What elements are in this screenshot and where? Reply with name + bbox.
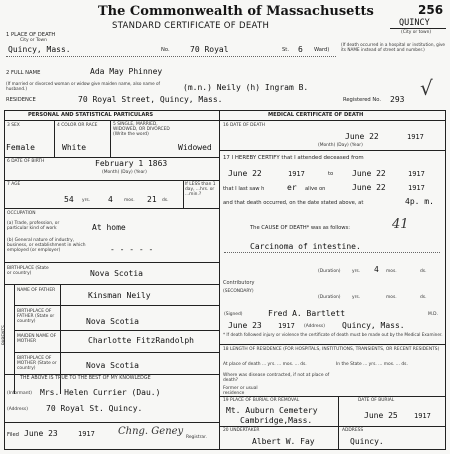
- full-name-value: Ada May Phinney: [90, 67, 163, 76]
- commonwealth-title: The Commonwealth of Massachusetts: [98, 4, 374, 19]
- marital-value: Widowed: [178, 143, 212, 152]
- age-days: 21: [147, 195, 157, 204]
- duration-yrs-2: yrs.: [352, 295, 361, 300]
- city-name: QUINCY: [399, 18, 430, 28]
- in-state-label: In the State ... yrs. ... mos. ... ds.: [336, 362, 408, 367]
- occupation-label: OCCUPATION: [7, 211, 36, 216]
- registered-number: 293: [390, 95, 405, 104]
- medical-footnote: * If death followed injury or violence the certificate of death must be made out by the Medical Examiner.: [223, 332, 443, 337]
- attended-to: June 22: [352, 169, 386, 178]
- birthplace-label: BIRTHPLACE (State or country): [7, 266, 49, 276]
- burial-date: June 25: [364, 411, 398, 420]
- registered-label: Registered No.: [343, 97, 381, 103]
- md-label: M.D.: [428, 312, 438, 317]
- place-of-death-city: Quincy, Mass.: [8, 45, 71, 54]
- no-label: No.: [161, 47, 170, 53]
- mother-birthplace-value: Nova Scotia: [86, 361, 139, 370]
- mother-birthplace-label: BIRTHPLACE OF MOTHER (State or country): [17, 356, 57, 371]
- cause-label: The CAUSE OF DEATH* was as follows:: [250, 225, 350, 231]
- duration-value: 4: [374, 265, 379, 274]
- less-than-note: If LESS than 1 day, ...hrs. or ...min.?: [185, 182, 216, 197]
- sign-address-label: (Address): [304, 324, 325, 329]
- place-of-death-label: 1 PLACE OF DEATH: [6, 32, 56, 38]
- dob-units: (Month) (Day) (Year): [102, 170, 147, 175]
- medical-section-title: MEDICAL CERTIFICATE OF DEATH: [268, 112, 364, 118]
- death-time: 4p. m.: [405, 197, 434, 206]
- attended-from: June 22: [228, 169, 262, 178]
- page-number: 256: [418, 3, 444, 17]
- age-months: 4: [108, 195, 113, 204]
- burial-place-line1: Mt. Auburn Cemetery: [226, 406, 318, 415]
- residence-label: RESIDENCE: [6, 97, 36, 103]
- father-value: Kinsman Neily: [88, 291, 151, 300]
- color-label: 4 COLOR OR RACE: [57, 123, 98, 128]
- last-saw-year: 1917: [408, 184, 425, 192]
- date-of-death-units: (Month) (Day) (Year): [318, 143, 363, 148]
- check-mark: √: [420, 76, 433, 100]
- form-title: STANDARD CERTIFICATE OF DEATH: [112, 21, 270, 31]
- age-ds-label: ds.: [162, 198, 169, 203]
- age-mos-label: mos.: [124, 198, 135, 203]
- occupation-b-label: (b) General nature of industry, business, or establishment in which employed (or employer): [7, 238, 86, 253]
- burial-year: 1917: [414, 412, 431, 420]
- last-saw-text: that I last saw h: [223, 186, 265, 192]
- father-birthplace-label: BIRTHPLACE OF FATHER (State or country): [17, 309, 55, 324]
- registrar-signature: Chng. Geney: [118, 426, 184, 437]
- filed-label: Filed: [7, 432, 19, 438]
- duration-mos-2: mos.: [386, 295, 397, 300]
- hospital-note: (If death occurred in a hospital or institution, give its NAME instead of street and number.): [341, 42, 446, 52]
- duration-ds-1: ds.: [420, 269, 427, 274]
- sex-value: Female: [6, 143, 35, 152]
- residence-value: 70 Royal Street, Quincy, Mass.: [78, 95, 223, 104]
- filed-date: June 23: [24, 429, 58, 438]
- dob-label: 6 DATE OF BIRTH: [7, 159, 45, 164]
- certify-text: 17 I HEREBY CERTIFY that I attended deceased from: [223, 155, 364, 161]
- secondary-label: (SECONDARY): [223, 289, 254, 294]
- undertaker-address: Quincy.: [350, 437, 384, 446]
- duration-mos: mos.: [386, 269, 397, 274]
- contributory-label: Contributory: [223, 280, 255, 286]
- maiden-husband-value: (m.n.) Neily (h) Ingram B.: [183, 83, 309, 92]
- cause-number: 41: [392, 217, 409, 232]
- duration-label-1: (Duration): [318, 269, 341, 274]
- street-label: St.: [282, 47, 289, 53]
- marital-label: 5 SINGLE, MARRIED, WIDOWED, OR DIVORCED (Write the word): [113, 122, 170, 137]
- father-birthplace-value: Nova Scotia: [86, 317, 139, 326]
- informant-title: THE ABOVE IS TRUE TO THE BEST OF MY KNOWLEDGE: [20, 376, 151, 381]
- maiden-note: (If married or divorced woman or widow give maiden name, also name of husband.): [6, 81, 161, 91]
- last-saw-her: er: [287, 183, 297, 192]
- contracted-label: Where was disease contracted, if not at place of death?: [223, 373, 330, 383]
- birthplace-value: Nova Scotia: [90, 269, 143, 278]
- informant-address-label: (Address): [7, 407, 28, 412]
- former-residence-label: Former or usual residence: [223, 386, 258, 396]
- physician-name: Fred A. Bartlett: [268, 309, 346, 318]
- attended-from-year: 1917: [288, 170, 305, 178]
- city-or-town-sublabel: City or Town: [20, 38, 47, 43]
- ward-label: Ward): [314, 47, 330, 53]
- burial-date-label: DATE OF BURIAL: [358, 398, 395, 403]
- last-saw-date: June 22: [352, 183, 386, 192]
- alive-text: alive on: [305, 186, 326, 192]
- date-of-death-year: 1917: [407, 133, 424, 141]
- undertaker-address-label: ADDRESS: [342, 428, 364, 433]
- undertaker-label: 20 UNDERTAKER: [223, 428, 260, 433]
- at-place-label: At place of death ... yrs. ... mos. ... ds.: [223, 362, 307, 367]
- age-years: 54: [64, 195, 74, 204]
- informant-address: 70 Royal St. Quincy.: [46, 404, 143, 413]
- personal-section-title: PERSONAL AND STATISTICAL PARTICULARS: [28, 112, 154, 118]
- mother-value: Charlotte FitzRandolph: [88, 336, 194, 345]
- age-label: 7 AGE: [7, 182, 21, 187]
- length-residence-label: 18 LENGTH OF RESIDENCE (FOR HOSPITALS, INSTITUTIONS, TRANSIENTS, OR RECENT RESIDENTS): [223, 347, 440, 352]
- mother-label: MAIDEN NAME OF MOTHER: [17, 334, 57, 344]
- street-number: 70 Royal: [190, 45, 229, 54]
- registrar-label: Registrar.: [186, 435, 207, 440]
- duration-ds-2: ds.: [420, 295, 427, 300]
- sign-date: June 23: [228, 321, 262, 330]
- father-label: NAME OF FATHER: [17, 288, 56, 293]
- age-yrs-label: yrs.: [82, 198, 91, 203]
- dob-value: February 1 1863: [95, 159, 168, 168]
- informant-value: Mrs. Helen Currier (Dau.): [40, 388, 161, 397]
- burial-place-line2: Cambridge,Mass.: [240, 416, 313, 425]
- date-of-death-value: June 22: [345, 132, 379, 141]
- occupation-b-value: - - - - -: [110, 245, 154, 254]
- date-of-death-label: 16 DATE OF DEATH: [223, 123, 265, 128]
- sex-label: 3 SEX: [7, 123, 20, 128]
- full-name-label: 2 FULL NAME: [6, 70, 41, 76]
- duration-yrs-1: yrs.: [352, 269, 361, 274]
- color-value: White: [62, 143, 87, 152]
- filed-year: 1917: [78, 430, 95, 438]
- informant-label: (Informant): [7, 391, 32, 396]
- undertaker-name: Albert W. Fay: [252, 437, 315, 446]
- ward-number: 6: [298, 45, 303, 54]
- burial-place-label: 19 PLACE OF BURIAL OR REMOVAL: [223, 398, 300, 403]
- to-label: to: [328, 171, 334, 177]
- duration-label-2: (Duration): [318, 295, 341, 300]
- signed-label: (Signed): [224, 312, 243, 317]
- attended-to-year: 1917: [408, 170, 425, 178]
- sign-year: 1917: [278, 322, 295, 330]
- city-or-town-label: (City or town): [401, 30, 432, 35]
- parents-side-label: PARENTS: [2, 325, 7, 345]
- occupation-a-label: (a) Trade, profession, or particular kind of work: [7, 221, 60, 231]
- occurred-text: and that death occurred, on the date stated above, at: [223, 200, 364, 206]
- sign-address: Quincy, Mass.: [342, 321, 405, 330]
- occupation-a-value: At home: [92, 223, 126, 232]
- cause-value: Carcinoma of intestine.: [250, 242, 361, 251]
